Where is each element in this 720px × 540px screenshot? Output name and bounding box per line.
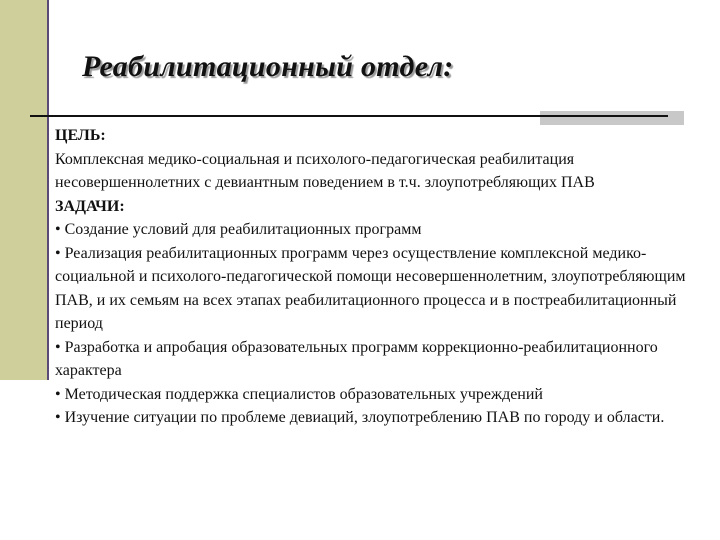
task-item: • Разработка и апробация образовательных программ коррекционно-реабилитационного характера [55, 338, 658, 379]
slide-body [55, 124, 700, 430]
goal-text: Комплексная медико-социальная и психолого-педагогическая реабилитация несовершеннолетних с девиантным поведением в т.ч. злоупотребляющих ПАВ [55, 150, 595, 191]
title-rule [30, 115, 668, 117]
task-item: • Методическая поддержка специалистов образовательных учреждений [55, 385, 543, 403]
title-rule-accent [540, 111, 684, 125]
left-decorative-bar [0, 0, 47, 380]
goal-heading: ЦЕЛЬ: [55, 127, 106, 144]
task-item: • Изучение ситуации по проблеме девиаций, злоупотреблению ПАВ по городу и области. [55, 409, 665, 426]
task-item: • Реализация реабилитационных программ через осуществление комплексной медико-социальной и психолого-педагогической помощи несовершеннолетним, злоупотребляющим ПАВ, и их семьям на всех этапах реабилитационного процесса и в постреабилитационный период [55, 244, 686, 332]
vertical-divider [47, 0, 49, 380]
task-item: • Создание условий для реабилитационных программ [55, 221, 422, 238]
page-title: Реабилитационный отдел: [82, 50, 454, 83]
tasks-heading: ЗАДАЧИ: [55, 197, 125, 215]
